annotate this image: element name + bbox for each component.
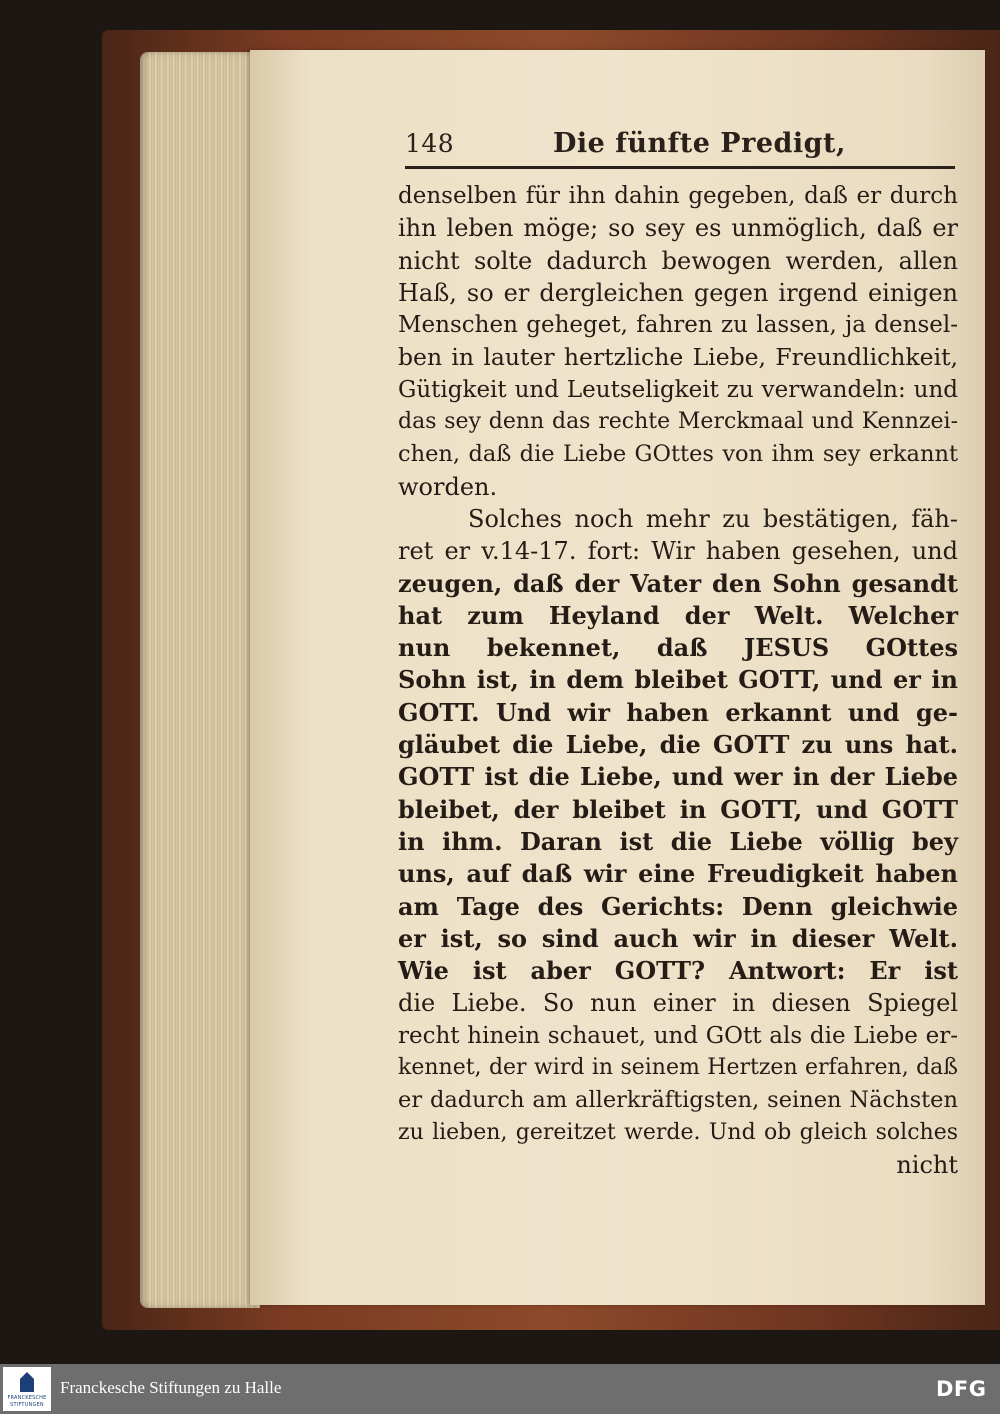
body-text xyxy=(398,180,958,1181)
text-line: GOTT ist die Liebe, und wer in der Liebe xyxy=(398,762,958,792)
text-line: Haß, so er dergleichen gegen irgend einigen xyxy=(398,278,958,307)
logo-text-bottom: STIFTUNGEN xyxy=(10,1402,44,1408)
text-line: Solches noch mehr zu bestätigen, fäh- xyxy=(468,504,958,533)
text-line: Gütigkeit und Leutseligkeit zu verwandeln: und xyxy=(398,376,958,403)
page-number: 148 xyxy=(405,129,455,158)
text-line: nun bekennet, daß JESUS GOttes xyxy=(398,633,958,663)
text-line: GOTT. Und wir haben erkannt und ge- xyxy=(398,697,958,727)
text-line: ihn leben möge; so sey es unmöglich, daß er xyxy=(398,214,958,243)
text-line: denselben für ihn dahin gegeben, daß er durch xyxy=(398,183,958,209)
text-line: zu lieben, gereitzet werde. Und ob gleich solches xyxy=(398,1119,958,1145)
catchword: nicht xyxy=(896,1150,958,1179)
building-icon xyxy=(20,1372,34,1392)
text-line: recht hinein schauet, und GOtt als die Liebe er- xyxy=(398,1022,958,1049)
institution-name[interactable]: Franckesche Stiftungen zu Halle xyxy=(60,1378,282,1397)
text-line: ben in lauter hertzliche Liebe, Freundlichkeit, xyxy=(398,343,958,372)
text-line: Sohn ist, in dem bleibet GOTT, und er in xyxy=(398,665,958,695)
text-line: Menschen geheget, fahren zu lassen, ja densel- xyxy=(398,312,958,339)
text-line: kennet, der wird in seinem Hertzen erfahren, daß xyxy=(398,1055,958,1081)
text-line: die Liebe. So nun einer in diesen Spiegel xyxy=(398,989,958,1018)
text-line: er ist, so sind auch wir in dieser Welt. xyxy=(398,923,958,953)
text-line: er dadurch am allerkräftigsten, seinen Nächsten xyxy=(398,1087,958,1114)
footer-bar xyxy=(0,1364,1000,1414)
text-line: am Tage des Gerichts: Denn gleichwie xyxy=(398,891,958,921)
text-line: ret er v.14-17. fort: Wir haben gesehen, und xyxy=(398,537,958,566)
text-line: Wie ist aber GOTT? Antwort: Er ist xyxy=(398,956,958,986)
institution-logo[interactable] xyxy=(3,1367,51,1411)
text-line: nicht solte dadurch bewogen werden, allen xyxy=(398,246,958,275)
page-edges xyxy=(140,52,260,1308)
header-rule xyxy=(405,166,955,169)
page-header xyxy=(405,128,955,170)
text-line: chen, daß die Liebe GOttes von ihm sey erkannt xyxy=(398,441,958,468)
text-line: das sey denn das rechte Merckmaal und Kennzei- xyxy=(398,409,958,435)
text-line: uns, auf daß wir eine Freudigkeit haben xyxy=(398,859,958,889)
running-title: Die fünfte Predigt, xyxy=(553,128,846,159)
text-line: in ihm. Daran ist die Liebe völlig bey xyxy=(398,826,958,856)
logo-text-top: FRANCKESCHE xyxy=(7,1395,47,1401)
text-line: zeugen, daß der Vater den Sohn gesandt xyxy=(398,568,958,598)
dfg-logo[interactable]: DFG xyxy=(936,1377,987,1401)
text-line: worden. xyxy=(398,472,498,501)
text-line: hat zum Heyland der Welt. Welcher xyxy=(398,600,958,630)
text-line: bleibet, der bleibet in GOTT, und GOTT xyxy=(398,794,958,824)
text-line: gläubet die Liebe, die GOTT zu uns hat. xyxy=(398,730,958,760)
